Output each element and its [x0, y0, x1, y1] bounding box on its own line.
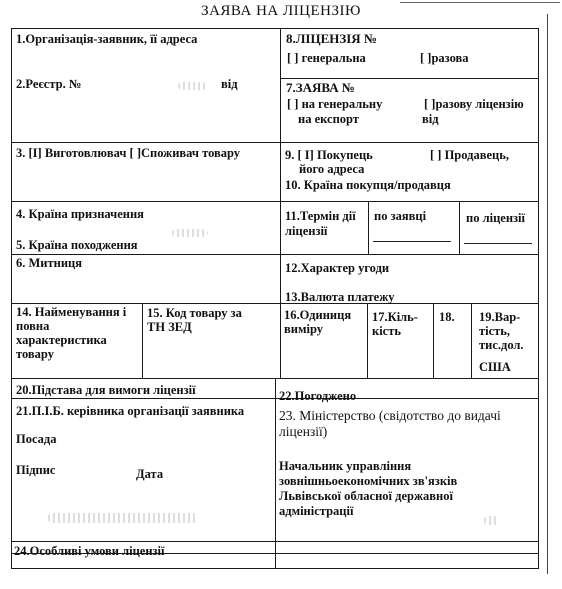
- rule-row-3: [11, 254, 539, 255]
- field-19-label-1: 19.Вар-: [479, 310, 521, 324]
- field-2-label: 2.Реєстр. №: [16, 77, 82, 91]
- field-23-head-1: Начальник управління: [279, 459, 412, 473]
- vrule-main-bottom: [275, 378, 276, 569]
- field-12-label: 12.Характер угоди: [285, 261, 390, 275]
- field-11-label-2: ліцензії: [285, 224, 328, 238]
- field-9-seller: [ ] Продавець,: [430, 148, 509, 162]
- field-20-label: 20.Підстава для вимоги ліцензії: [16, 383, 196, 397]
- field-10-label: 10. Країна покупця/продавця: [285, 178, 451, 192]
- field-21-position: Посада: [16, 432, 57, 446]
- vrule-f18: [471, 303, 472, 378]
- field-17-label-2: кість: [372, 324, 401, 338]
- field-14-label-2: повна: [16, 319, 50, 333]
- field-23-label-1: 23. Міністерство (свідотство до видачі: [279, 408, 501, 423]
- field-15-label-1: 15. Код товару за: [147, 306, 242, 320]
- scan-smudge: [178, 82, 206, 90]
- field-23-label-2: ліцензії): [279, 424, 328, 439]
- field-9-label: 9. [ І] Покупець: [285, 148, 373, 162]
- rule-row-1: [11, 142, 539, 143]
- field-22-label: 22.Погоджено: [279, 389, 357, 403]
- field-8-general: [ ] генеральна: [287, 51, 366, 65]
- field-2-from: від: [221, 77, 238, 91]
- scan-smudge: [172, 229, 208, 237]
- field-14-label-3: характеристика: [16, 333, 107, 347]
- field-14-label-4: товару: [16, 347, 54, 361]
- field-24-label: 24.Особливі умови ліцензії: [14, 544, 165, 558]
- field-21-label: 21.П.І.Б. керівника організації заявника: [16, 404, 245, 418]
- field-9-address: його адреса: [299, 162, 365, 176]
- field-7-single-2: від: [422, 112, 439, 126]
- vrule-f11-a: [368, 201, 369, 254]
- field-3-label: 3. [І] Виготовлювач [ ]Споживач товару: [16, 146, 241, 160]
- field-17-label-1: 17.Кіль-: [372, 310, 418, 324]
- field-19-label-2: тість,: [479, 324, 511, 338]
- field-18-label: 18.: [439, 310, 455, 324]
- vrule-main-top: [280, 28, 281, 378]
- field-7-general-2: на експорт: [298, 112, 359, 126]
- field-11-by-license: по ліцензії: [466, 211, 525, 225]
- field-23-head-3: Львівської обласної державної: [279, 489, 453, 503]
- field-16-label-2: виміру: [284, 322, 323, 336]
- field-1-label: 1.Організація-заявник, її адреса: [16, 32, 198, 46]
- field-19-label-4: США: [479, 360, 511, 374]
- vrule-f16: [367, 303, 368, 378]
- field-5-label: 5. Країна походження: [16, 238, 138, 252]
- field-23-head-2: зовнішньоекономічних зв'язків: [279, 474, 458, 488]
- field-11-app-line: [373, 241, 451, 242]
- field-14-label-1: 14. Найменування і: [16, 305, 127, 319]
- scan-edge-right: [547, 14, 548, 574]
- field-11-by-application: по заявці: [374, 209, 427, 223]
- field-23-head-4: адміністрації: [279, 504, 354, 518]
- vrule-f11-b: [459, 201, 460, 254]
- scan-smudge: [484, 516, 498, 525]
- field-6-label: 6. Митниця: [16, 256, 83, 270]
- field-21-signature: Підпис: [16, 463, 56, 477]
- field-16-label-1: 16.Одиниця: [284, 308, 352, 322]
- field-4-label: 4. Країна призначення: [16, 207, 144, 221]
- vrule-f17: [433, 303, 434, 378]
- field-21-date: Дата: [136, 467, 164, 481]
- scan-smudge: [48, 513, 198, 523]
- field-13-label: 13.Валюта платежу: [285, 290, 395, 304]
- field-11-lic-line: [464, 243, 532, 244]
- field-11-label-1: 11.Термін дії: [285, 209, 356, 223]
- field-7-label: 7.ЗАЯВА №: [286, 80, 355, 95]
- field-7-general-1: [ ] на генеральну: [287, 97, 383, 111]
- vrule-f14: [142, 303, 143, 378]
- field-7-single-1: [ ]разову ліцензію: [424, 97, 524, 111]
- field-15-label-2: ТН ЗЕД: [147, 320, 192, 334]
- field-8-single: [ ]разова: [420, 51, 469, 65]
- field-8-label: 8.ЛІЦЕНЗІЯ №: [286, 31, 378, 46]
- form-title: ЗАЯВА НА ЛІЦЕНЗІЮ: [201, 3, 361, 19]
- field-19-label-3: тис.дол.: [479, 338, 524, 352]
